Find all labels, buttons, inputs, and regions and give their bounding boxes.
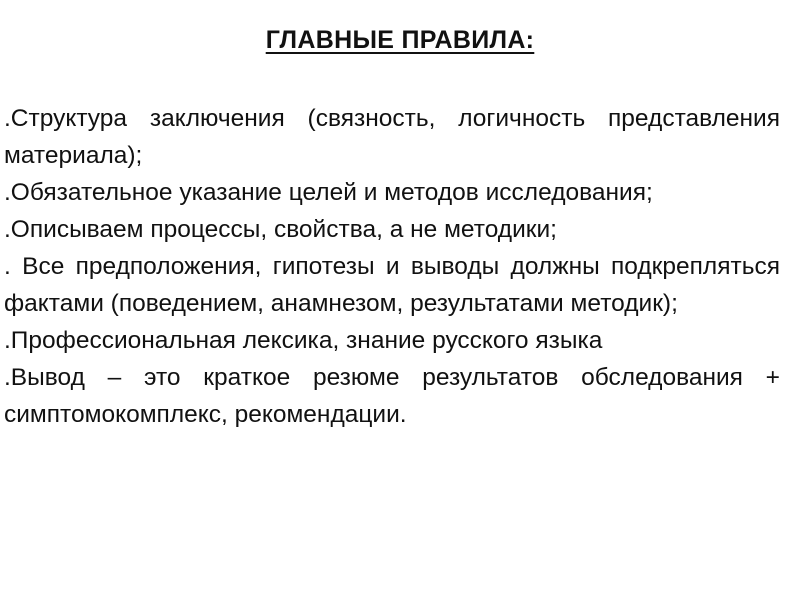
- rule-item-processes: .Описываем процессы, свойства, а не методики;: [4, 216, 557, 243]
- rule-item-goals-methods: .Обязательное указание целей и методов исследования;: [4, 179, 653, 206]
- rule-item-facts: . Все предположения, гипотезы и выводы должны подкрепляться фактами (поведением, анамнезом, результатами методик);: [4, 253, 780, 317]
- rule-item-vocabulary: .Профессиональная лексика, знание русского языка: [4, 327, 603, 354]
- slide-title: ГЛАВНЫЕ ПРАВИЛА:: [265, 26, 535, 54]
- rule-item-structure: .Структура заключения (связность, логичность представления материала);: [4, 105, 780, 169]
- rule-item-conclusion: .Вывод – это краткое резюме результатов обследования + симптомокомплекс, рекомендации.: [4, 364, 780, 428]
- rules-list: [4, 100, 780, 433]
